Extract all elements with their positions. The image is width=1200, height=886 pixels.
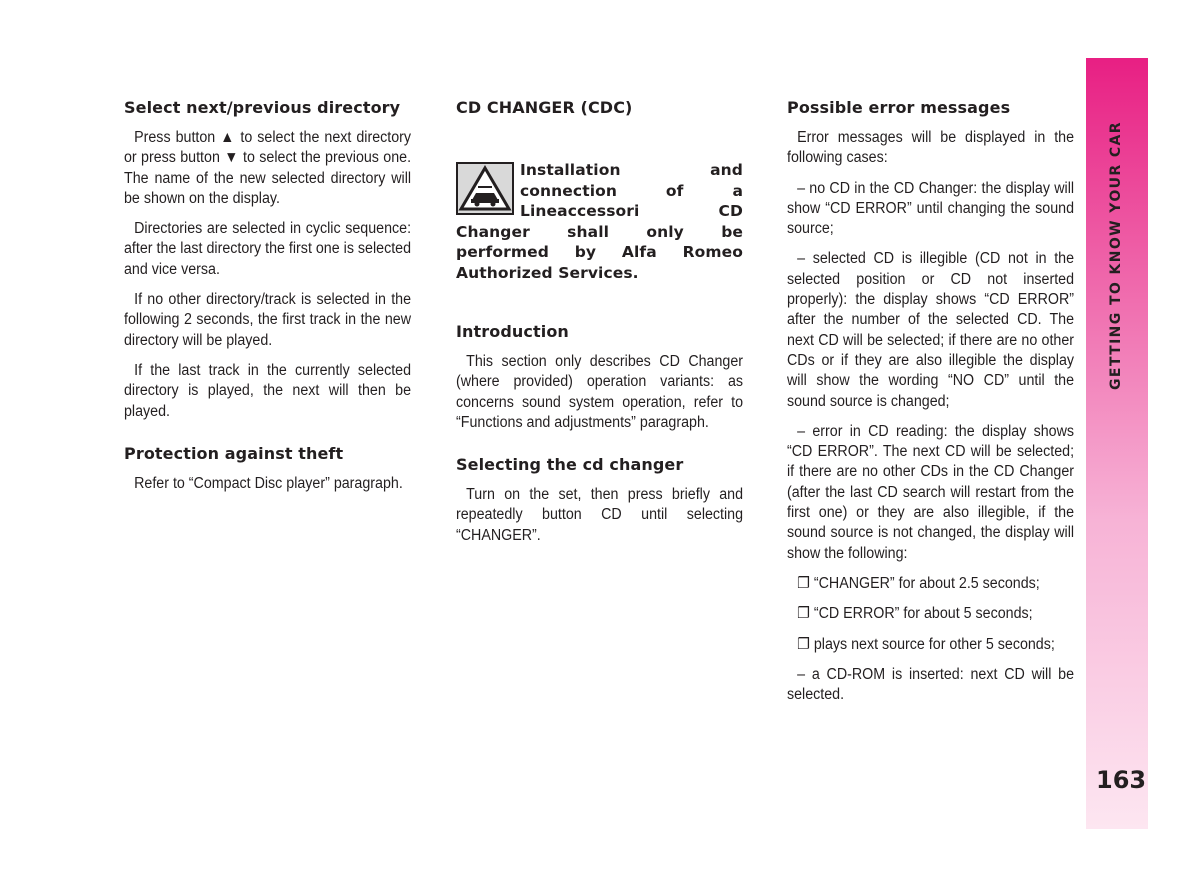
paragraph: Turn on the set, then press briefly and repeatedly button CD until selecting “CHANGER”. — [456, 486, 744, 544]
heading-protection-theft: Protection against theft — [124, 443, 344, 463]
page-number: 163 — [1096, 766, 1147, 794]
column-left — [124, 96, 411, 494]
car-warning-icon — [456, 162, 514, 215]
list-item: ❐ “CHANGER” for about 2.5 seconds; — [797, 574, 1040, 592]
heading-cd-changer: CD CHANGER (CDC) — [456, 98, 633, 117]
heading-introduction: Introduction — [456, 322, 569, 341]
paragraph: Error messages will be displayed in the following cases: — [787, 129, 1075, 167]
paragraph: Press button ▲ to select the next directory or press button ▼ to select the previous one. The name of the new selected directory will be shown on the display. — [124, 129, 412, 207]
paragraph: Refer to “Compact Disc player” paragraph. — [134, 474, 403, 492]
warning-box — [456, 160, 743, 283]
paragraph: – selected CD is illegible (CD not in the selected position or CD not inserted properly): the display shows “CD ERROR” after the number of the selected CD. The next CD will be selected; if there are no other CDs or if they are also illegible the display will show the wording “NO CD” until the sound source is changed; — [787, 250, 1075, 410]
paragraph: If the last track in the currently selected directory is played, the next will then be played. — [124, 361, 412, 420]
heading-selecting-changer: Selecting the cd changer — [456, 455, 684, 475]
paragraph: This section only describes CD Changer (where provided) operation variants: as concerns sound system operation, refer to “Functions and adjustments” paragraph. — [456, 353, 744, 431]
column-right — [787, 96, 1074, 705]
section-title: GETTING TO KNOW YOUR CAR — [1108, 121, 1124, 390]
list-item: ❐ plays next source for other 5 seconds; — [797, 635, 1055, 653]
paragraph: – error in CD reading: the display shows “CD ERROR”. The next CD will be selected; if there are no other CDs in the CD Changer (after the last CD search will restart from the first one) or they are also illegible, if the sound source is not changed, the display will show the following: — [787, 422, 1075, 562]
list-item: ❐ “CD ERROR” for about 5 seconds; — [797, 605, 1033, 623]
paragraph: Directories are selected in cyclic sequence: after the last directory the first one is selected and vice versa. — [124, 220, 412, 278]
column-middle — [456, 96, 743, 546]
paragraph: – no CD in the CD Changer: the display will show “CD ERROR” until changing the sound source; — [787, 179, 1075, 238]
paragraph: – a CD-ROM is inserted: next CD will be selected. — [787, 665, 1075, 704]
heading-error-messages: Possible error messages — [787, 98, 1011, 117]
warning-text: Installation and connection of a Lineaccessori CD Changer shall only be performed by Alfa Romeo Authorized Services. — [456, 161, 743, 282]
paragraph: If no other directory/track is selected in the following 2 seconds, the first track in the new directory will be played. — [124, 291, 412, 349]
heading-select-directory: Select next/previous directory — [124, 98, 401, 117]
